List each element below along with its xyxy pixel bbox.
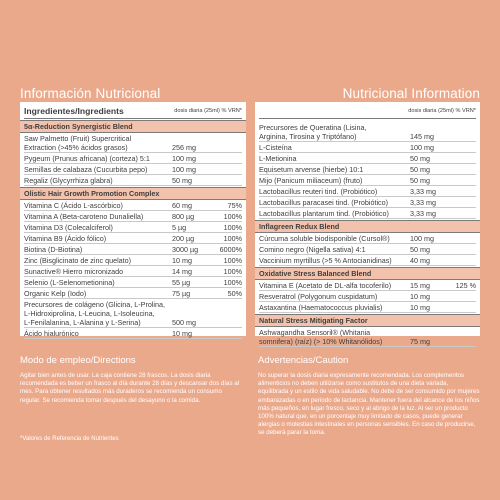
- ingredient-row: [24, 266, 242, 277]
- ingredient-amount: 500 mg: [172, 318, 196, 327]
- ingredient-vrn: 100%: [223, 212, 242, 221]
- ingredient-name: Vitamina C (Ácido L-ascórbico): [24, 201, 123, 210]
- ingredient-vrn: 100%: [223, 223, 242, 232]
- ingredient-name: Precursores de Queratina (Lisina, Arginina, Tirosina y Triptófano): [259, 123, 367, 141]
- ingredient-row: [259, 122, 476, 142]
- section-header: Natural Stress Mitigating Factor: [255, 314, 480, 327]
- ingredient-rows: [259, 233, 476, 266]
- ingredient-row: [259, 280, 476, 291]
- ingredient-row: [24, 244, 242, 255]
- ingredient-name: Resveratrol (Polygonum cuspidatum): [259, 292, 378, 301]
- ingredient-amount: 100 mg: [410, 143, 434, 152]
- ingredient-amount: 256 mg: [172, 143, 196, 152]
- column-headers: dosis diaria (25ml) % VRN*: [408, 108, 476, 114]
- ingredient-name: Ashwagandha Sensoril® (Whitania somnifera) (raíz) (> 10% Whitanólidos): [259, 328, 383, 346]
- title-spanish: Información Nutricional: [20, 86, 161, 101]
- ingredient-name: Saw Palmetto (Fruit) Supercritical Extraction (>45% ácidos grasos): [24, 134, 132, 152]
- ingredient-amount: 100 mg: [172, 154, 196, 163]
- ingredient-row: [259, 244, 476, 255]
- ingredient-amount: 800 µg: [172, 212, 195, 221]
- ingredient-amount: 10 mg: [172, 329, 192, 338]
- ingredient-vrn: 100%: [223, 256, 242, 265]
- footnote: *Valores de Referencia de Nutrientes: [20, 436, 119, 442]
- section-header: 5α-Reduction Synergistic Blend: [20, 120, 246, 133]
- ingredient-amount: 3,33 mg: [410, 187, 436, 196]
- ingredient-row: [24, 233, 242, 244]
- ingredient-vrn: 6000%: [219, 245, 242, 254]
- ingredient-name: Cúrcuma soluble biodisponible (Cursol®): [259, 234, 390, 243]
- ingredient-amount: 10 mg: [172, 256, 192, 265]
- ingredient-name: Lactobacillus plantarum tind. (Probiótico): [259, 209, 389, 218]
- ingredient-name: Selenio (L-Selenometionina): [24, 278, 115, 287]
- ingredient-vrn: 100%: [223, 278, 242, 287]
- ingredient-vrn: 50%: [227, 289, 242, 298]
- ingredient-vrn: 125 %: [455, 281, 476, 290]
- ingredient-name: Lactobacillus reuteri tind. (Probiótico): [259, 187, 378, 196]
- ingredient-amount: 10 mg: [410, 303, 430, 312]
- ingredient-name: Pygeum (Prunus africana) (corteza) 5:1: [24, 154, 150, 163]
- ingredient-row: [24, 255, 242, 266]
- caution-text: No superar la dosis diaria expresamente recomendada. Los complementos alimenticios no deben utilizarse como sustitutos de una dieta variada, equilibrada y un estilo de vida saludable. No debe de ser consumido por mujeres embarazadas o en periodo de lactancia. Mantener fuera del alcance de los niños más pequeños, en lugar fresco, seco y al abrigo de la luz. Al ser un producto 100% natural que, en un porcentaje muy limitado de casos, puede generar alergias o molestias intestinales en personas sensibles. En caso de producirse, se deberá parar la toma.: [258, 372, 480, 437]
- ingredient-amount: 100 mg: [410, 234, 434, 243]
- section-header: Olistic Hair Growth Promotion Complex: [20, 187, 246, 200]
- ingredient-amount: 3,33 mg: [410, 209, 436, 218]
- ingredient-amount: 10 mg: [410, 292, 430, 301]
- ingredient-name: Vitamina A (Beta-caroteno Dunaliella): [24, 212, 144, 221]
- ingredient-row: [259, 175, 476, 186]
- ingredient-amount: 14 mg: [172, 267, 192, 276]
- ingredient-name: Vitamina E (Acetato de DL-alfa tocoferilo): [259, 281, 392, 290]
- ingredient-row: [259, 233, 476, 244]
- directions-text: Agitar bien antes de usar. La caja contiene 28 frascos. La dosis diaria recomendada es beber un frasco al día durante 28 días y descansar dos días al mes. Para obtener resultados más duraderos se recomienda un consumo regular. Se recomienda tomar después del desayuno o la comida.: [20, 372, 240, 404]
- ingredient-row: [24, 222, 242, 233]
- ingredient-row: [24, 164, 242, 175]
- ingredient-amount: 15 mg: [410, 281, 430, 290]
- ingredient-rows: [259, 327, 476, 347]
- ingredient-row: [259, 208, 476, 219]
- ingredient-name: Vitamina B9 (Ácido fólico): [24, 234, 107, 243]
- ingredient-name: Zinc (Bisglicinato de zinc quelato): [24, 256, 132, 265]
- ingredient-amount: 3000 µg: [172, 245, 199, 254]
- ingredient-name: L-Metionina: [259, 154, 297, 163]
- ingredient-row: [259, 197, 476, 208]
- ingredients-left-body: [20, 120, 246, 339]
- ingredient-amount: 60 mg: [172, 201, 192, 210]
- ingredients-right-body: [255, 122, 480, 347]
- ingredient-row: [24, 299, 242, 328]
- directions-title: Modo de empleo/Directions: [20, 355, 136, 366]
- ingredient-row: [259, 255, 476, 266]
- ingredient-rows: [24, 200, 242, 339]
- title-english: Nutricional Information: [342, 86, 480, 101]
- ingredient-amount: 50 mg: [410, 245, 430, 254]
- ingredient-rows: [259, 280, 476, 313]
- ingredient-name: Vaccinium myrtillus (>5 % Antocianidinas): [259, 256, 392, 265]
- ingredient-row: [24, 153, 242, 164]
- ingredient-rows: [259, 122, 476, 219]
- ingredient-amount: 55 µg: [172, 278, 191, 287]
- ingredient-name: Vitamina D3 (Colecalciferol): [24, 223, 113, 232]
- ingredient-amount: 145 mg: [410, 132, 434, 141]
- ingredient-amount: 5 µg: [172, 223, 187, 232]
- ingredients-panel-left: [20, 102, 246, 336]
- ingredients-heading: Ingredientes/Ingredients: [24, 106, 124, 116]
- column-headers: dosis diaria (25ml) % VRN*: [174, 108, 242, 114]
- ingredient-amount: 50 mg: [172, 176, 192, 185]
- title-row: [20, 86, 480, 102]
- ingredient-row: [259, 302, 476, 313]
- ingredient-name: Astaxantina (Haematococcus pluvialis): [259, 303, 383, 312]
- ingredient-name: Mijo (Panicum miliaceum) (fruto): [259, 176, 363, 185]
- ingredient-amount: 50 mg: [410, 165, 430, 174]
- ingredient-row: [259, 142, 476, 153]
- ingredient-name: Semillas de calabaza (Cucurbita pepo): [24, 165, 148, 174]
- ingredient-amount: 50 mg: [410, 154, 430, 163]
- ingredient-row: [24, 288, 242, 299]
- ingredient-row: [24, 200, 242, 211]
- ingredient-name: Comino negro (Nigella sativa) 4:1: [259, 245, 366, 254]
- panel-header: [259, 102, 476, 119]
- ingredient-row: [259, 153, 476, 164]
- ingredient-name: L-Cisteína: [259, 143, 292, 152]
- ingredient-name: Regaliz (Glycyrrhiza glabra): [24, 176, 113, 185]
- ingredient-row: [24, 277, 242, 288]
- section-header: Oxidative Stress Balanced Blend: [255, 267, 480, 280]
- ingredient-amount: 40 mg: [410, 256, 430, 265]
- ingredient-vrn: 100%: [223, 234, 242, 243]
- ingredient-amount: 200 µg: [172, 234, 195, 243]
- ingredient-amount: 100 mg: [172, 165, 196, 174]
- ingredient-vrn: 75%: [227, 201, 242, 210]
- ingredient-name: Sunactive® Hierro micronizado: [24, 267, 124, 276]
- ingredient-amount: 75 mg: [410, 337, 430, 346]
- ingredient-name: Organic Kelp (Iodo): [24, 289, 87, 298]
- ingredient-row: [259, 186, 476, 197]
- caution-title: Advertencias/Caution: [258, 355, 349, 366]
- ingredient-amount: 50 mg: [410, 176, 430, 185]
- ingredient-row: [259, 164, 476, 175]
- ingredient-row: [259, 291, 476, 302]
- ingredient-row: [24, 211, 242, 222]
- ingredient-amount: 75 µg: [172, 289, 191, 298]
- ingredients-panel-right: [255, 102, 480, 346]
- panel-header: [24, 102, 242, 119]
- ingredient-name: Equisetum arvense (hierbe) 10:1: [259, 165, 364, 174]
- ingredient-name: Precursores de colágeno (Glicina, L-Prolina, L-Hidroxiprolina, L-Leucina, L-Isoleucina, L-Fenilalanina, L-Alanina y L-Serina): [24, 300, 166, 327]
- section-header: Inflagreen Redux Blend: [255, 220, 480, 233]
- ingredient-row: [24, 133, 242, 153]
- ingredient-vrn: 100%: [223, 267, 242, 276]
- ingredient-amount: 3,33 mg: [410, 198, 436, 207]
- ingredient-row: [259, 327, 476, 347]
- ingredient-name: Biotina (D-Biotina): [24, 245, 83, 254]
- ingredient-name: Lactobacillus paracasei tind. (Probiótico): [259, 198, 389, 207]
- ingredient-name: Ácido hialurónico: [24, 329, 79, 338]
- ingredient-row: [24, 175, 242, 186]
- ingredient-rows: [24, 133, 242, 186]
- ingredient-row: [24, 328, 242, 339]
